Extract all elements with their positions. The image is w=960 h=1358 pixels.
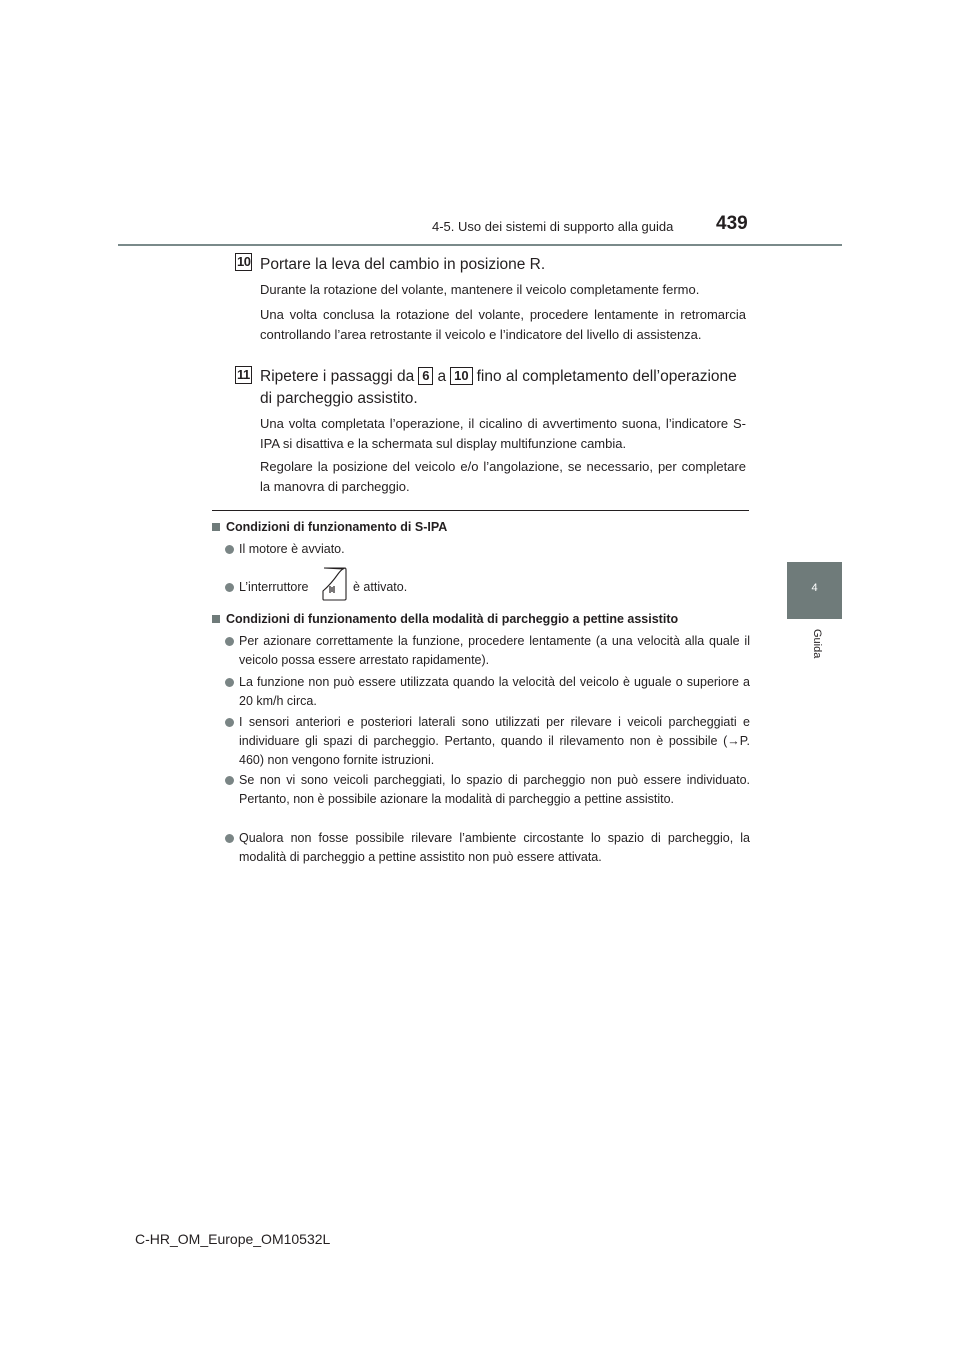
step-number-badge: 11 bbox=[237, 367, 250, 382]
bullet-icon bbox=[225, 834, 234, 843]
header-divider bbox=[118, 244, 842, 246]
step-paragraph: Una volta completata l’operazione, il cicalino di avvertimento suona, l’indicatore S-IPA si disattiva e la schermata sul display multifunzione cambia. bbox=[260, 416, 746, 451]
bullet-text: Per azionare correttamente la funzione, procedere lentamente (a una velocità alla quale il veicolo possa essere arrestato rapidamente). bbox=[239, 634, 750, 667]
bullet-icon bbox=[225, 545, 234, 554]
running-header-section: 4-5. Uso dei sistemi di supporto alla guida bbox=[432, 219, 674, 234]
step-number-badge: 10 bbox=[237, 254, 251, 269]
bullet-icon bbox=[225, 718, 234, 727]
bullet-text: La funzione non può essere utilizzata quando la velocità del veicolo è uguale o superiore a 20 km/h circa. bbox=[239, 675, 750, 708]
chapter-tab-label: Guida bbox=[811, 629, 823, 659]
bullet-text: è attivato. bbox=[353, 580, 408, 594]
bullet-icon bbox=[225, 637, 234, 646]
bullet-icon bbox=[225, 678, 234, 687]
bullet-text: Qualora non fosse possibile rilevare l’ambiente circostante lo spazio di parcheggio, la modalità di parcheggio a pettine assistito non può essere attivata. bbox=[239, 831, 750, 864]
section-square-icon bbox=[212, 523, 220, 531]
bullet-icon bbox=[225, 583, 234, 592]
step-ref-badge: 6 bbox=[418, 367, 433, 385]
page-number: 439 bbox=[716, 213, 748, 234]
bullet-text: L’interruttore bbox=[239, 580, 309, 594]
parking-assist-switch-icon bbox=[321, 566, 348, 602]
section-title: Condizioni di funzionamento della modalità di parcheggio a pettine assistito bbox=[212, 612, 678, 626]
section-divider bbox=[212, 510, 749, 511]
step-title: Ripetere i passaggi da 6 a 10 fino al completamento dell’operazione di parcheggio assistito. bbox=[260, 368, 737, 407]
step-paragraph: Regolare la posizione del veicolo e/o l’angolazione, se necessario, per completare la manovra di parcheggio. bbox=[260, 459, 746, 494]
step-paragraph: Una volta conclusa la rotazione del volante, procedere lentamente in retromarcia controllando l’area retrostante il veicolo e l’indicatore del livello di assistenza. bbox=[260, 307, 746, 342]
bullet-text: Il motore è avviato. bbox=[239, 542, 345, 556]
step-title: Portare la leva del cambio in posizione R. bbox=[260, 256, 546, 273]
document-id: C-HR_OM_Europe_OM10532L bbox=[135, 1231, 331, 1247]
step-paragraph: Durante la rotazione del volante, mantenere il veicolo completamente fermo. bbox=[260, 282, 700, 297]
bullet-text: I sensori anteriori e posteriori laterali sono utilizzati per rilevare i veicoli parcheggiati e individuare gli spazi di parcheggio. Pertanto, quando il rilevamento non è possibile (→P. 460) non vengono fornite istruzioni. bbox=[239, 715, 750, 767]
section-square-icon bbox=[212, 615, 220, 623]
bullet-icon bbox=[225, 776, 234, 785]
step-ref-badge: 10 bbox=[450, 367, 472, 385]
bullet-text: Se non vi sono veicoli parcheggiati, lo spazio di parcheggio non può essere individuato. Pertanto, non è possibile azionare la modalità di parcheggio a pettine assistito. bbox=[239, 773, 750, 806]
chapter-tab-number: 4 bbox=[811, 582, 818, 594]
section-title: Condizioni di funzionamento di S-IPA bbox=[212, 520, 447, 534]
